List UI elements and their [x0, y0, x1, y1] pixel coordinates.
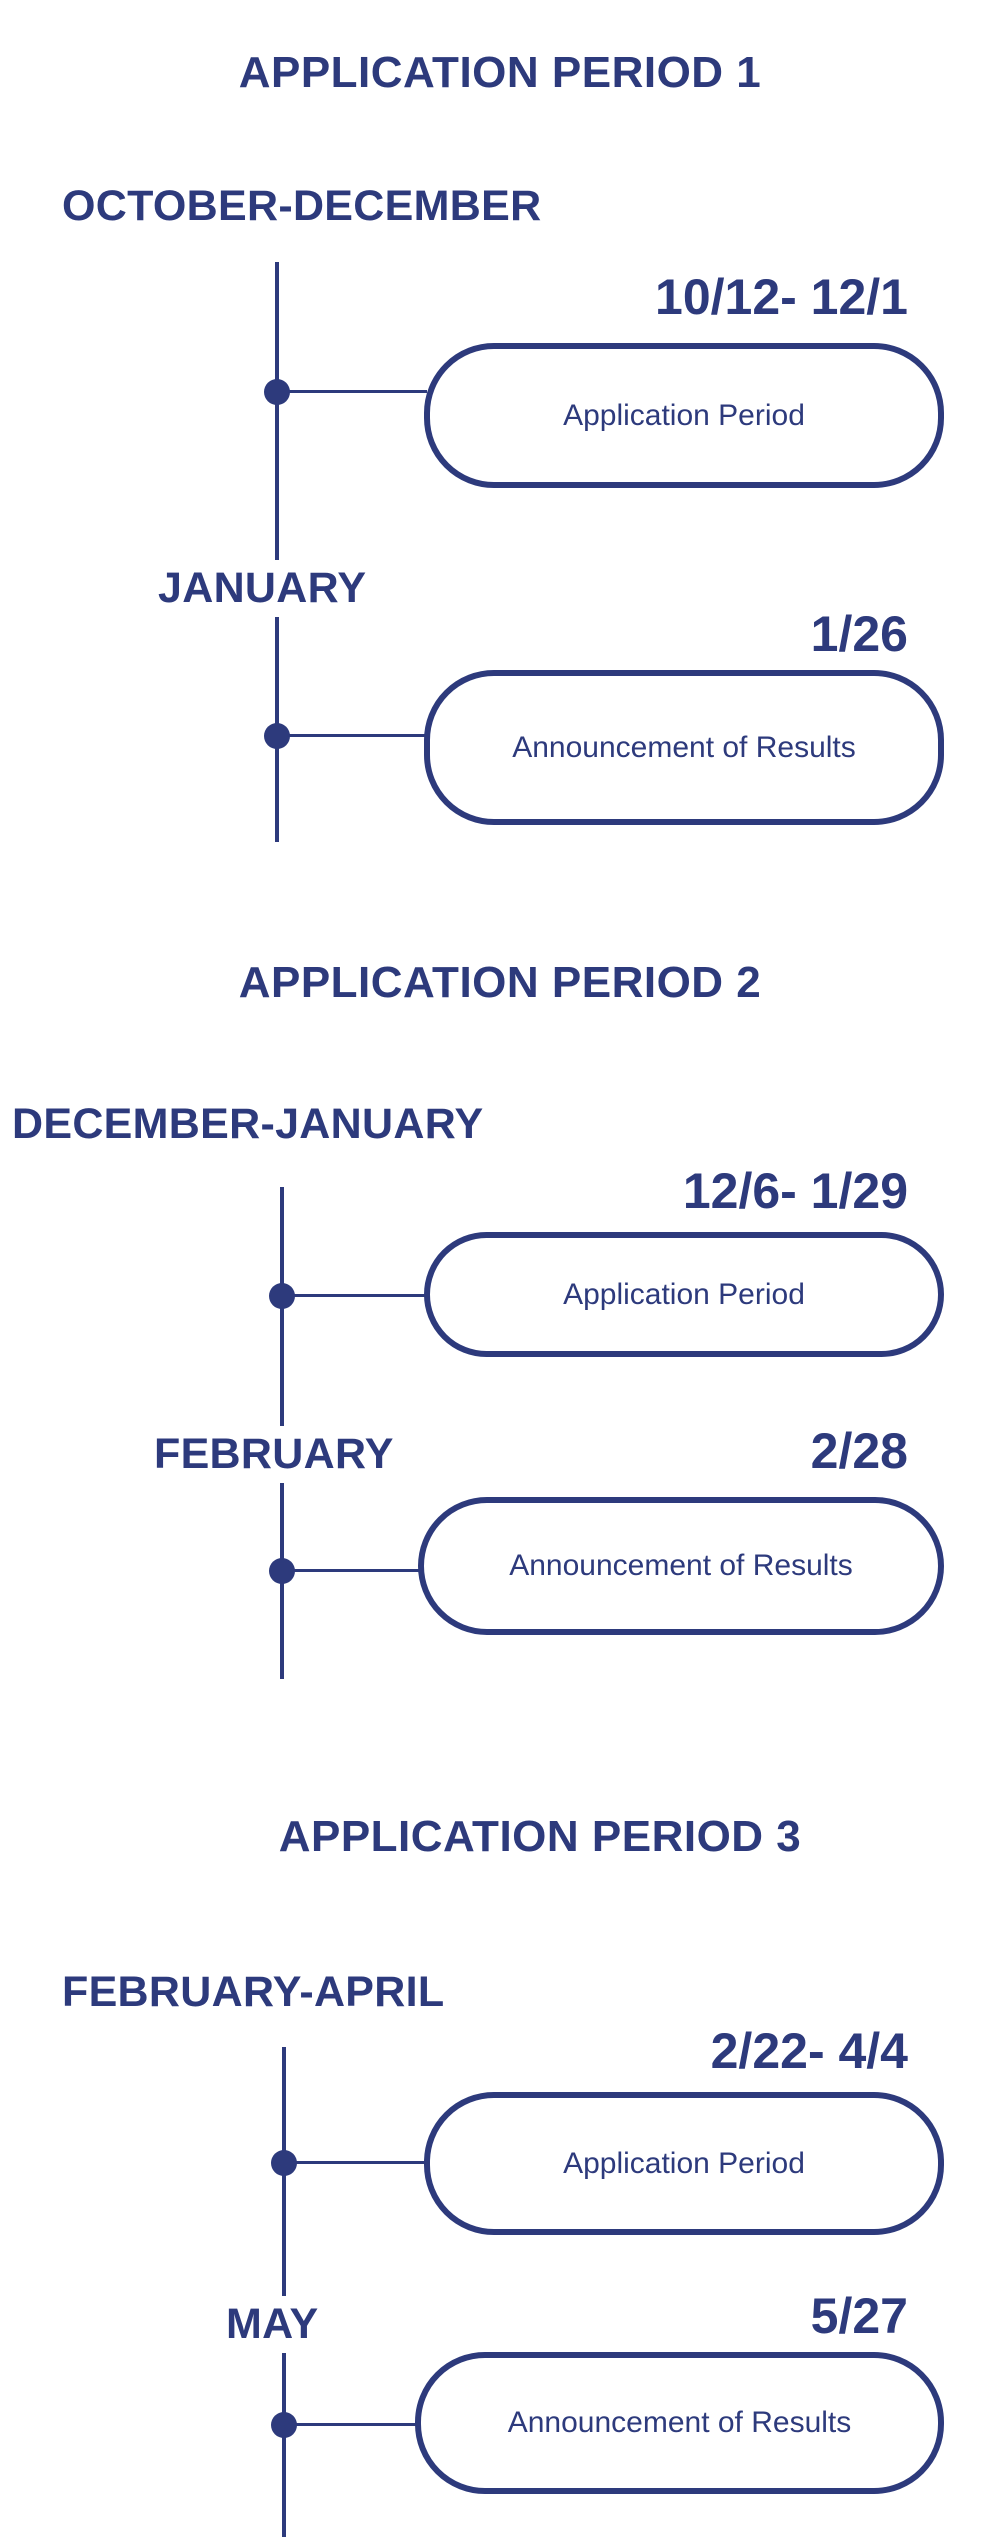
period-2-announcement-box	[418, 1497, 944, 1635]
period-1-application-date: 10/12- 12/1	[655, 269, 908, 325]
period-1-application-label: Application Period	[563, 398, 805, 432]
period-3-application-connector	[284, 2161, 427, 2164]
period-1-timeline	[275, 262, 279, 842]
period-1-title: APPLICATION PERIOD 1	[238, 48, 762, 97]
period-1-range-month: OCTOBER-DECEMBER	[62, 182, 542, 230]
period-2-title: APPLICATION PERIOD 2	[238, 958, 762, 1007]
period-2-range-month: DECEMBER-JANUARY	[12, 1100, 484, 1148]
period-2-announcement-date: 2/28	[810, 1423, 908, 1479]
period-2-application-box	[424, 1232, 944, 1357]
period-3-announcement-date: 5/27	[810, 2288, 908, 2344]
period-2-announcement-label: Announcement of Results	[509, 1549, 853, 1582]
period-1-announcement-date: 1/26	[810, 606, 908, 662]
period-3-title: APPLICATION PERIOD 3	[278, 1812, 802, 1861]
period-1-announcement-box	[424, 670, 944, 825]
period-3-range-month: FEBRUARY-APRIL	[62, 1968, 445, 2016]
period-2-result-month: FEBRUARY	[154, 1426, 394, 1483]
period-3-announcement-box	[415, 2352, 944, 2494]
period-2-announcement-connector	[282, 1569, 422, 1572]
period-1-result-month: JANUARY	[158, 560, 366, 617]
period-1-announcement-label: Announcement of Results	[512, 730, 856, 764]
period-3-application-date: 2/22- 4/4	[710, 2023, 908, 2079]
period-3-result-month: MAY	[226, 2296, 319, 2353]
period-1-application-connector	[277, 390, 427, 393]
period-3-application-label: Application Period	[563, 2146, 805, 2180]
period-3-timeline	[282, 2047, 286, 2537]
period-1-announcement-connector	[277, 734, 427, 737]
period-3-announcement-connector	[284, 2423, 420, 2426]
period-3-announcement-label: Announcement of Results	[507, 2406, 852, 2439]
period-2-application-label: Application Period	[563, 1277, 805, 1311]
period-3-application-box	[424, 2092, 944, 2235]
period-2-application-date: 12/6- 1/29	[682, 1163, 908, 1219]
period-2-application-connector	[282, 1294, 427, 1297]
period-1-application-box	[424, 343, 944, 488]
